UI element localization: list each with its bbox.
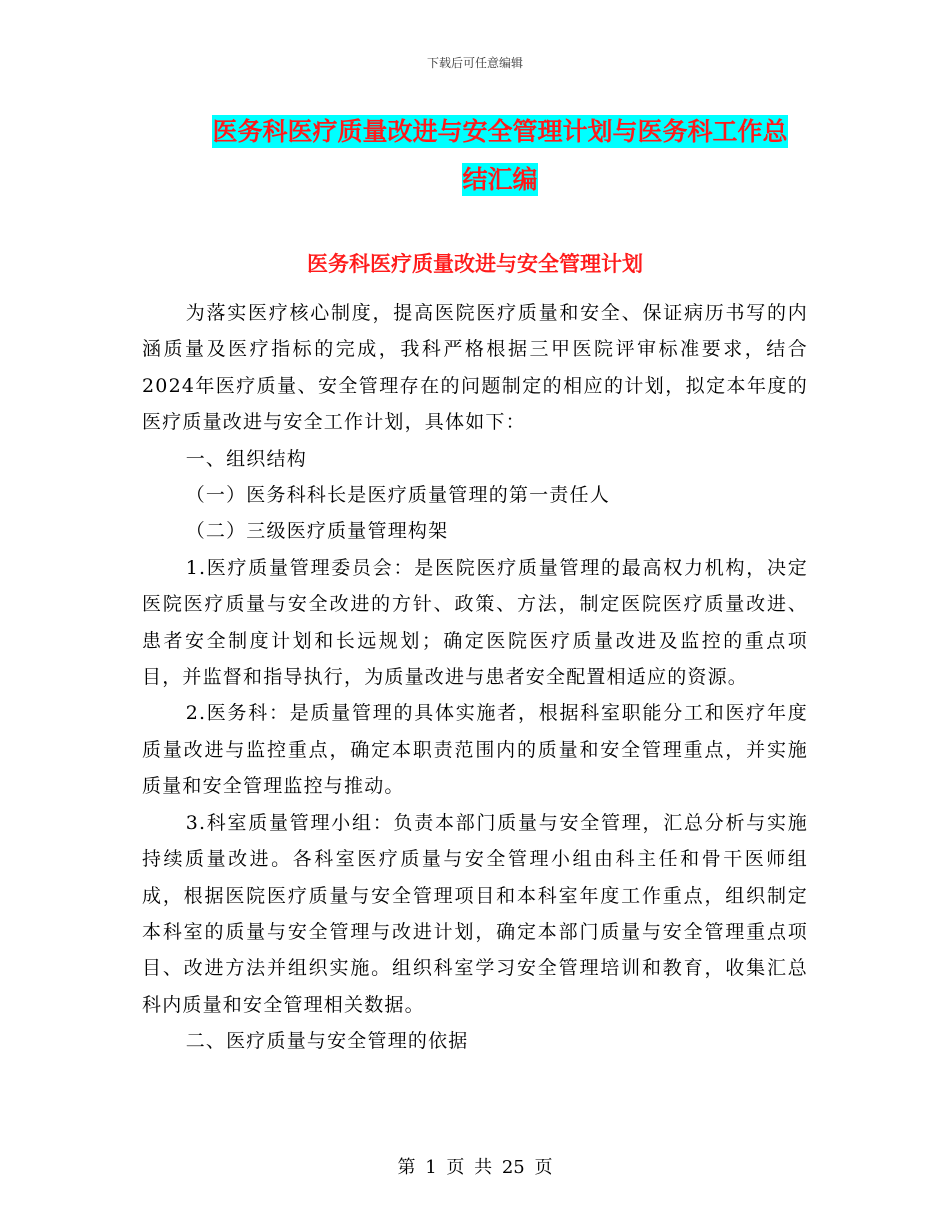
header-note: 下载后可任意编辑 [426, 56, 523, 70]
document-title [190, 108, 810, 204]
paragraph-dept-group: 3.科室质量管理小组：负责本部门质量与安全管理，汇总分析与实施持续质量改进。各科室医疗质量与安全管理小组由科主任和骨干医师组成，根据医院医疗质量与安全管理项目和本科室年度工作重点，组织制定本科室的质量与安全管理与改进计划，确定本部门质量与安全管理重点项目、改进方法并组织实施。组织科室学习安全管理培训和教育，收集汇总科内质量和安全管理相关数据。 [142, 811, 808, 1016]
paragraph-intro: 为落实医疗核心制度，提高医院医疗质量和安全、保证病历书写的内涵质量及医疗指标的完成，我科严格根据三甲医院评审标准要求，结合2024年医疗质量、安全管理存在的问题制定的相应的计划，拟定本年度的医疗质量改进与安全工作计划，具体如下： [142, 302, 808, 434]
item-three-level-framework: （二）三级医疗质量管理构架 [185, 520, 449, 543]
title-line-2: 结汇编 [462, 165, 538, 194]
paragraph-committee: 1.医疗质量管理委员会：是医院医疗质量管理的最高权力机构，决定医院医疗质量与安全改进的方针、政策、方法，制定医院医疗质量改进、患者安全制度计划和长远规划；确定医院医疗质量改进及监控的重点项目，并监督和指导执行，为质量改进与患者安全配置相适应的资源。 [142, 556, 808, 689]
heading-org-structure: 一、组织结构 [185, 447, 307, 470]
item-first-responsible: （一）医务科科长是医疗质量管理的第一责任人 [185, 484, 610, 507]
page-footer: 第 1 页 共 25 页 [397, 1157, 553, 1178]
section-title: 医务科医疗质量改进与安全管理计划 [307, 252, 643, 276]
heading-basis: 二、医疗质量与安全管理的依据 [185, 1030, 469, 1053]
paragraph-medical-dept: 2.医务科：是质量管理的具体实施者，根据科室职能分工和医疗年度质量改进与监控重点，确定本职责范围内的质量和安全管理重点，并实施质量和安全管理监控与推动。 [142, 702, 808, 798]
title-line-1: 医务科医疗质量改进与安全管理计划与医务科工作总 [212, 117, 788, 146]
body-text [142, 295, 808, 1060]
